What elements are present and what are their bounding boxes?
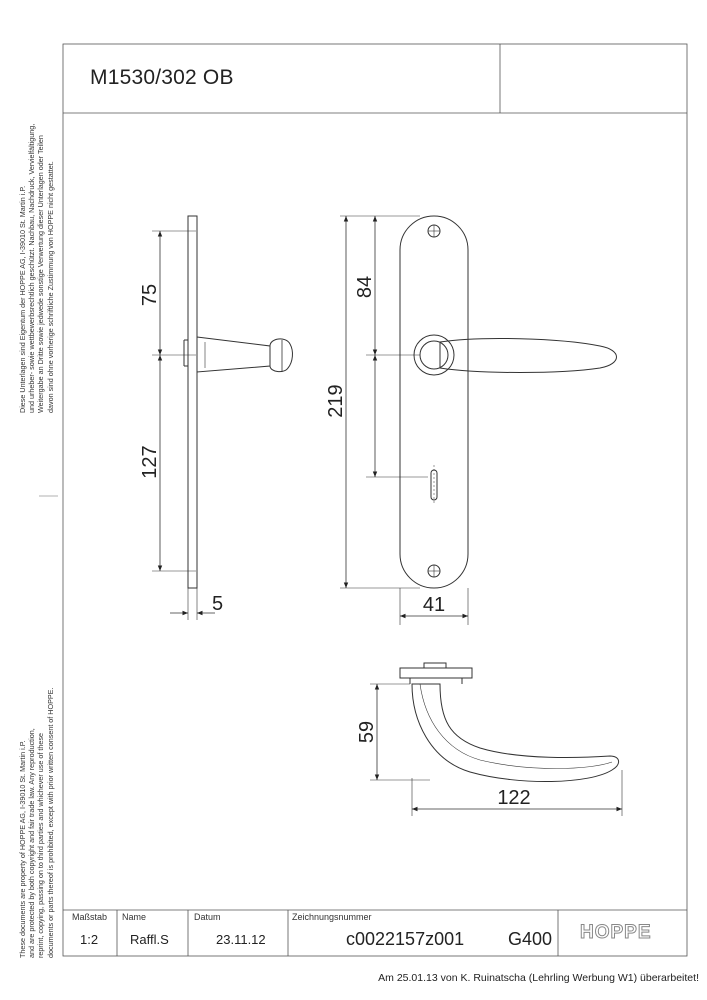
- dim-front-width: 41: [422, 594, 446, 616]
- revision-note: Am 25.01.13 von K. Ruinatscha (Lehrling Werbung W1) überarbeitet!: [378, 972, 699, 984]
- date-label: Datum: [194, 912, 221, 922]
- note-line: Diese Unterlagen sind Eigentum der HOPPE AG, I-39010 St. Martin i.P.: [18, 185, 27, 413]
- sheet-frame: [39, 44, 687, 956]
- side-view: [184, 216, 292, 588]
- scale-label: Maßstab: [72, 912, 108, 922]
- drawing-title: M1530/302 OB: [90, 66, 234, 89]
- group-value: G400: [508, 929, 553, 949]
- scale-value: 1:2: [80, 932, 99, 947]
- top-view: [400, 663, 619, 782]
- note-line: These documents are property of HOPPE AG, I-39010 St. Martin i.P.: [18, 740, 27, 958]
- note-line: documents or parts thereof is prohibited, except with prior written consent of HOPPE.: [45, 687, 55, 958]
- note-line: Weitergabe an Dritte sowie jedwede sonstige Verwertung dieser Unterlagen oder Teilen: [36, 135, 46, 413]
- hoppe-logo: HOPPE: [580, 922, 652, 943]
- dim-front-total: 219: [325, 384, 347, 418]
- dim-front-upper: 84: [354, 275, 376, 299]
- drawing-number-value: c0022157z001: [346, 929, 465, 949]
- note-line: reprint, copying, passing on to third parties and whichever use of these: [36, 733, 46, 958]
- date-value: 23.11.12: [216, 932, 266, 947]
- dim-top-depth: 59: [356, 720, 378, 744]
- dim-side-lower: 127: [139, 445, 161, 479]
- dim-side-upper: 75: [139, 283, 161, 307]
- note-line: and are protected by both copyright and fair trade law. Any reproduction,: [27, 728, 37, 958]
- copyright-note-german: [18, 124, 55, 413]
- dim-top-length: 122: [497, 787, 531, 809]
- note-line: und urheber- sowie wettbewerbsrechtlich geschützt. Nachbau, Nachdruck, Vervielfältigung,: [27, 123, 37, 413]
- front-view: [400, 216, 617, 588]
- drawing-number-label: Zeichnungsnummer: [292, 912, 372, 922]
- note-line: davon sind ohne vorherige schriftliche Zustimmung von HOPPE nicht gestattet.: [45, 161, 55, 413]
- dim-thickness: 5: [212, 593, 224, 615]
- name-label: Name: [122, 912, 147, 922]
- dimension-labels: [139, 276, 531, 809]
- copyright-note-english: [18, 688, 55, 958]
- name-value: Raffl.S: [130, 932, 169, 947]
- top-view-dimensions: [370, 684, 622, 816]
- side-view-dimensions: [152, 231, 215, 620]
